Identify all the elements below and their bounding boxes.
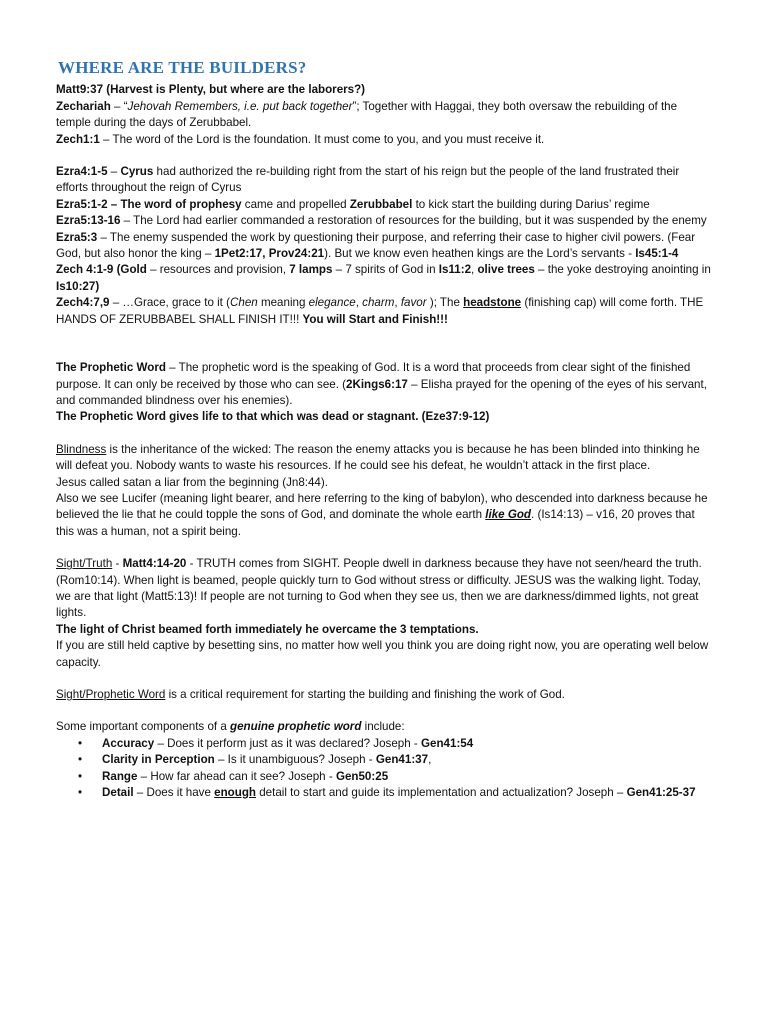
bold-text: 7 lamps — [289, 263, 333, 277]
spacer — [56, 328, 712, 360]
spacer — [56, 426, 712, 442]
bold-text: – The word of prophesy — [107, 197, 242, 211]
body-text: – resources and provision, — [146, 263, 290, 277]
body-text: - TRUTH comes from SIGHT. People dwell in darkness because they have not seen/heard the truth. (Rom10:14). When light is beamed, people quickly turn to God without stress or difficulty. JESUS was the walking light. Today, we are that light (Matt5:13)! If people are not turning to God when they see us, then we are darkness/dimmed lights, not great lights. — [56, 557, 702, 620]
bold-text: The light of Christ beamed forth immediately he overcame the 3 temptations. — [56, 622, 479, 636]
body-text: . (Is14:13) – v16, 20 proves that this was a human, not a spirit being. — [56, 508, 695, 538]
ref-text: Zech 4:1-9 (Gold — [56, 263, 147, 277]
ref-text: Gen41:37 — [375, 753, 429, 767]
italic-text: charm — [362, 296, 395, 310]
list-item — [102, 785, 712, 801]
body-text: – Does it have — [133, 786, 215, 800]
body-text: ). But we know even heathen kings are the Lord’s servants - — [324, 247, 636, 261]
bold-text: Range — [102, 769, 138, 783]
body-text: detail to start and guide its implementation and actualization? Joseph – — [256, 786, 627, 800]
ref-text: Is10:27 — [56, 279, 96, 293]
ref-text: Is11:2 — [438, 263, 472, 277]
body-text: – The Lord had earlier commanded a restoration of resources for the building, but it was suspended by the enemy — [120, 214, 707, 228]
paragraph-sight-truth — [56, 556, 712, 622]
body-text: is the inheritance of the wicked: The reason the enemy attacks you is because he has been blinded into thinking he will defeat you. Nobody wants to waste his resources. If he could see his defeat, he wouldn’t attack in the first place. — [56, 442, 700, 473]
spacer — [56, 703, 712, 719]
underlined-text: headstone — [463, 296, 522, 310]
body-text: – The word of the Lord is the foundation. It must come to you, and you must receive it. — [99, 132, 545, 146]
body-text: to kick start the building during Darius’ regime — [412, 197, 650, 211]
italic-text: Jehovah Remembers, i.e. put back together — [127, 99, 353, 113]
body-text: Also we see Lucifer (meaning light bearer, and here referring to the king of babylon), who descended into darkness because he believed the lie that he could topple the sons of God, and dominate the whole earth — [56, 491, 708, 522]
ref-text: 1Pet2:17, Prov24:21 — [214, 247, 325, 261]
bold-text: You will Start and Finish!!! — [302, 312, 448, 326]
body-text: Some important components of a — [56, 720, 230, 734]
body-text: include: — [361, 720, 405, 734]
body-text: meaning — [257, 296, 309, 310]
paragraph-captive — [56, 638, 712, 671]
underlined-text: Blindness — [56, 442, 107, 456]
paragraph-prophetic-life — [56, 409, 712, 425]
ref-text: Matt4:14-20 — [122, 557, 187, 571]
body-text: came and propelled — [241, 197, 350, 211]
ref-text: Zech1:1 — [56, 132, 100, 146]
bold-text: ) — [95, 279, 100, 293]
bold-text: Cyrus — [120, 165, 154, 179]
body-text: ); The — [426, 296, 464, 310]
body-text: !!! — [289, 312, 303, 326]
italic-text: favor — [400, 296, 427, 310]
bold-text: The Prophetic Word gives life to that which was dead or stagnant. (Eze37:9-12) — [56, 410, 490, 424]
underlined-text: like God — [485, 508, 532, 522]
ref-text: Ezra5:1-2 — [56, 197, 108, 211]
ref-text: Gen41:25-37 — [626, 786, 696, 800]
body-text: – Is it unambiguous? Joseph - — [214, 753, 376, 767]
body-text: – How far ahead can it see? Joseph - — [137, 769, 336, 783]
bold-text: Zerubbabel — [349, 197, 413, 211]
bold-text: Accuracy — [102, 736, 155, 750]
paragraph-ezra5-3 — [56, 230, 712, 263]
body-text: – The prophetic word is the speaking of God. It is a word that proceeds from clear sight of the finished purpose. It can only be received by those who can see. ( — [56, 361, 691, 391]
ref-text: Ezra5:3 — [56, 230, 98, 244]
body-text: – 7 spirits of God in — [332, 263, 439, 277]
paragraph-zech4-7 — [56, 295, 712, 328]
body-text: ”; Together with Haggai, they both oversaw the rebuilding of the temple during the days of Zerubbabel. — [56, 99, 678, 130]
list-item — [102, 736, 712, 752]
body-text: Jesus called satan a liar from the beginning (Jn8:44). — [56, 475, 328, 489]
ref-text: Zech4:7,9 — [56, 296, 110, 310]
paragraph-prophetic-word — [56, 360, 712, 409]
spacer — [56, 148, 712, 164]
underlined-text: enough — [214, 786, 256, 800]
spacer — [56, 671, 712, 687]
body-text: – — [107, 165, 121, 179]
paragraph-sight-prophetic — [56, 687, 712, 703]
ref-text: 2Kings6:17 — [346, 377, 408, 391]
body-text: , — [428, 753, 432, 767]
ref-text: Matt9:37 (Harvest is Plenty, but where are the laborers?) — [56, 83, 366, 97]
body-text: (finishing cap) will come forth. THE HANDS OF ZERUBBABEL SHALL FINISH IT — [56, 296, 704, 326]
paragraph-matt9 — [56, 82, 712, 98]
bold-text: Clarity in Perception — [102, 753, 215, 767]
ref-text: Gen50:25 — [335, 769, 389, 783]
body-text: – “ — [110, 99, 128, 113]
underlined-text: Sight/Truth — [56, 557, 113, 571]
body-text: - — [112, 557, 123, 571]
paragraph-ezra5-13 — [56, 213, 712, 229]
paragraph-zech1 — [56, 132, 712, 148]
paragraph-light-christ — [56, 622, 712, 638]
body-text: – Elisha prayed for the opening of the eyes of his servant, and commanded blindness over his enemies). — [56, 377, 707, 407]
body-text: – The enemy suspended the work by questioning their purpose, and referring their case to higher civil powers. (Fear God, but also honor the king – — [56, 230, 696, 261]
body-text: , — [355, 296, 363, 310]
bold-text: The Prophetic Word — [56, 361, 166, 375]
document-title: WHERE ARE THE BUILDERS? — [58, 58, 307, 77]
spacer — [56, 540, 712, 556]
paragraph-blindness — [56, 442, 712, 475]
ref-text: Gen41:54 — [421, 736, 474, 750]
ref-text: Ezra4:1-5 — [56, 165, 108, 179]
body-text: had authorized the re-building right from the start of his reign but the people of the land frustrated their efforts throughout the reign of Cyrus — [56, 165, 680, 195]
underlined-text: Sight/Prophetic Word — [56, 688, 166, 701]
italic-text: genuine prophetic word — [230, 720, 362, 734]
ref-text: Zechariah — [56, 99, 111, 113]
bold-text: Detail — [102, 786, 134, 800]
body-text: – the yoke destroying anointing in — [534, 263, 711, 277]
paragraph-ezra4 — [56, 164, 712, 197]
body-text: is a critical requirement for starting the building and finishing the work of God. — [165, 688, 565, 701]
paragraph-zech4-1 — [56, 262, 712, 295]
bold-text: olive trees — [477, 263, 535, 277]
paragraph-ezra5-1 — [56, 197, 712, 213]
italic-text: elegance — [308, 296, 356, 310]
paragraph-jesus-liar — [56, 475, 712, 491]
paragraph-components — [56, 719, 712, 735]
ref-text: Ezra5:13-16 — [56, 214, 121, 228]
list-item — [102, 752, 712, 768]
paragraph-lucifer — [56, 491, 712, 540]
components-list — [56, 736, 712, 802]
italic-text: Chen — [230, 296, 258, 310]
ref-text: Is45:1-4 — [635, 247, 679, 261]
body-text: , — [471, 263, 478, 277]
paragraph-zechariah — [56, 99, 712, 132]
body-text: If you are still held captive by besetting sins, no matter how well you think you are doing right now, you are operating well below capacity. — [56, 639, 709, 669]
body-text: , — [394, 296, 401, 310]
body-text: – …Grace, grace to it ( — [109, 296, 230, 310]
list-item — [102, 769, 712, 785]
body-text: – Does it perform just as it was declared? Joseph - — [154, 736, 421, 750]
